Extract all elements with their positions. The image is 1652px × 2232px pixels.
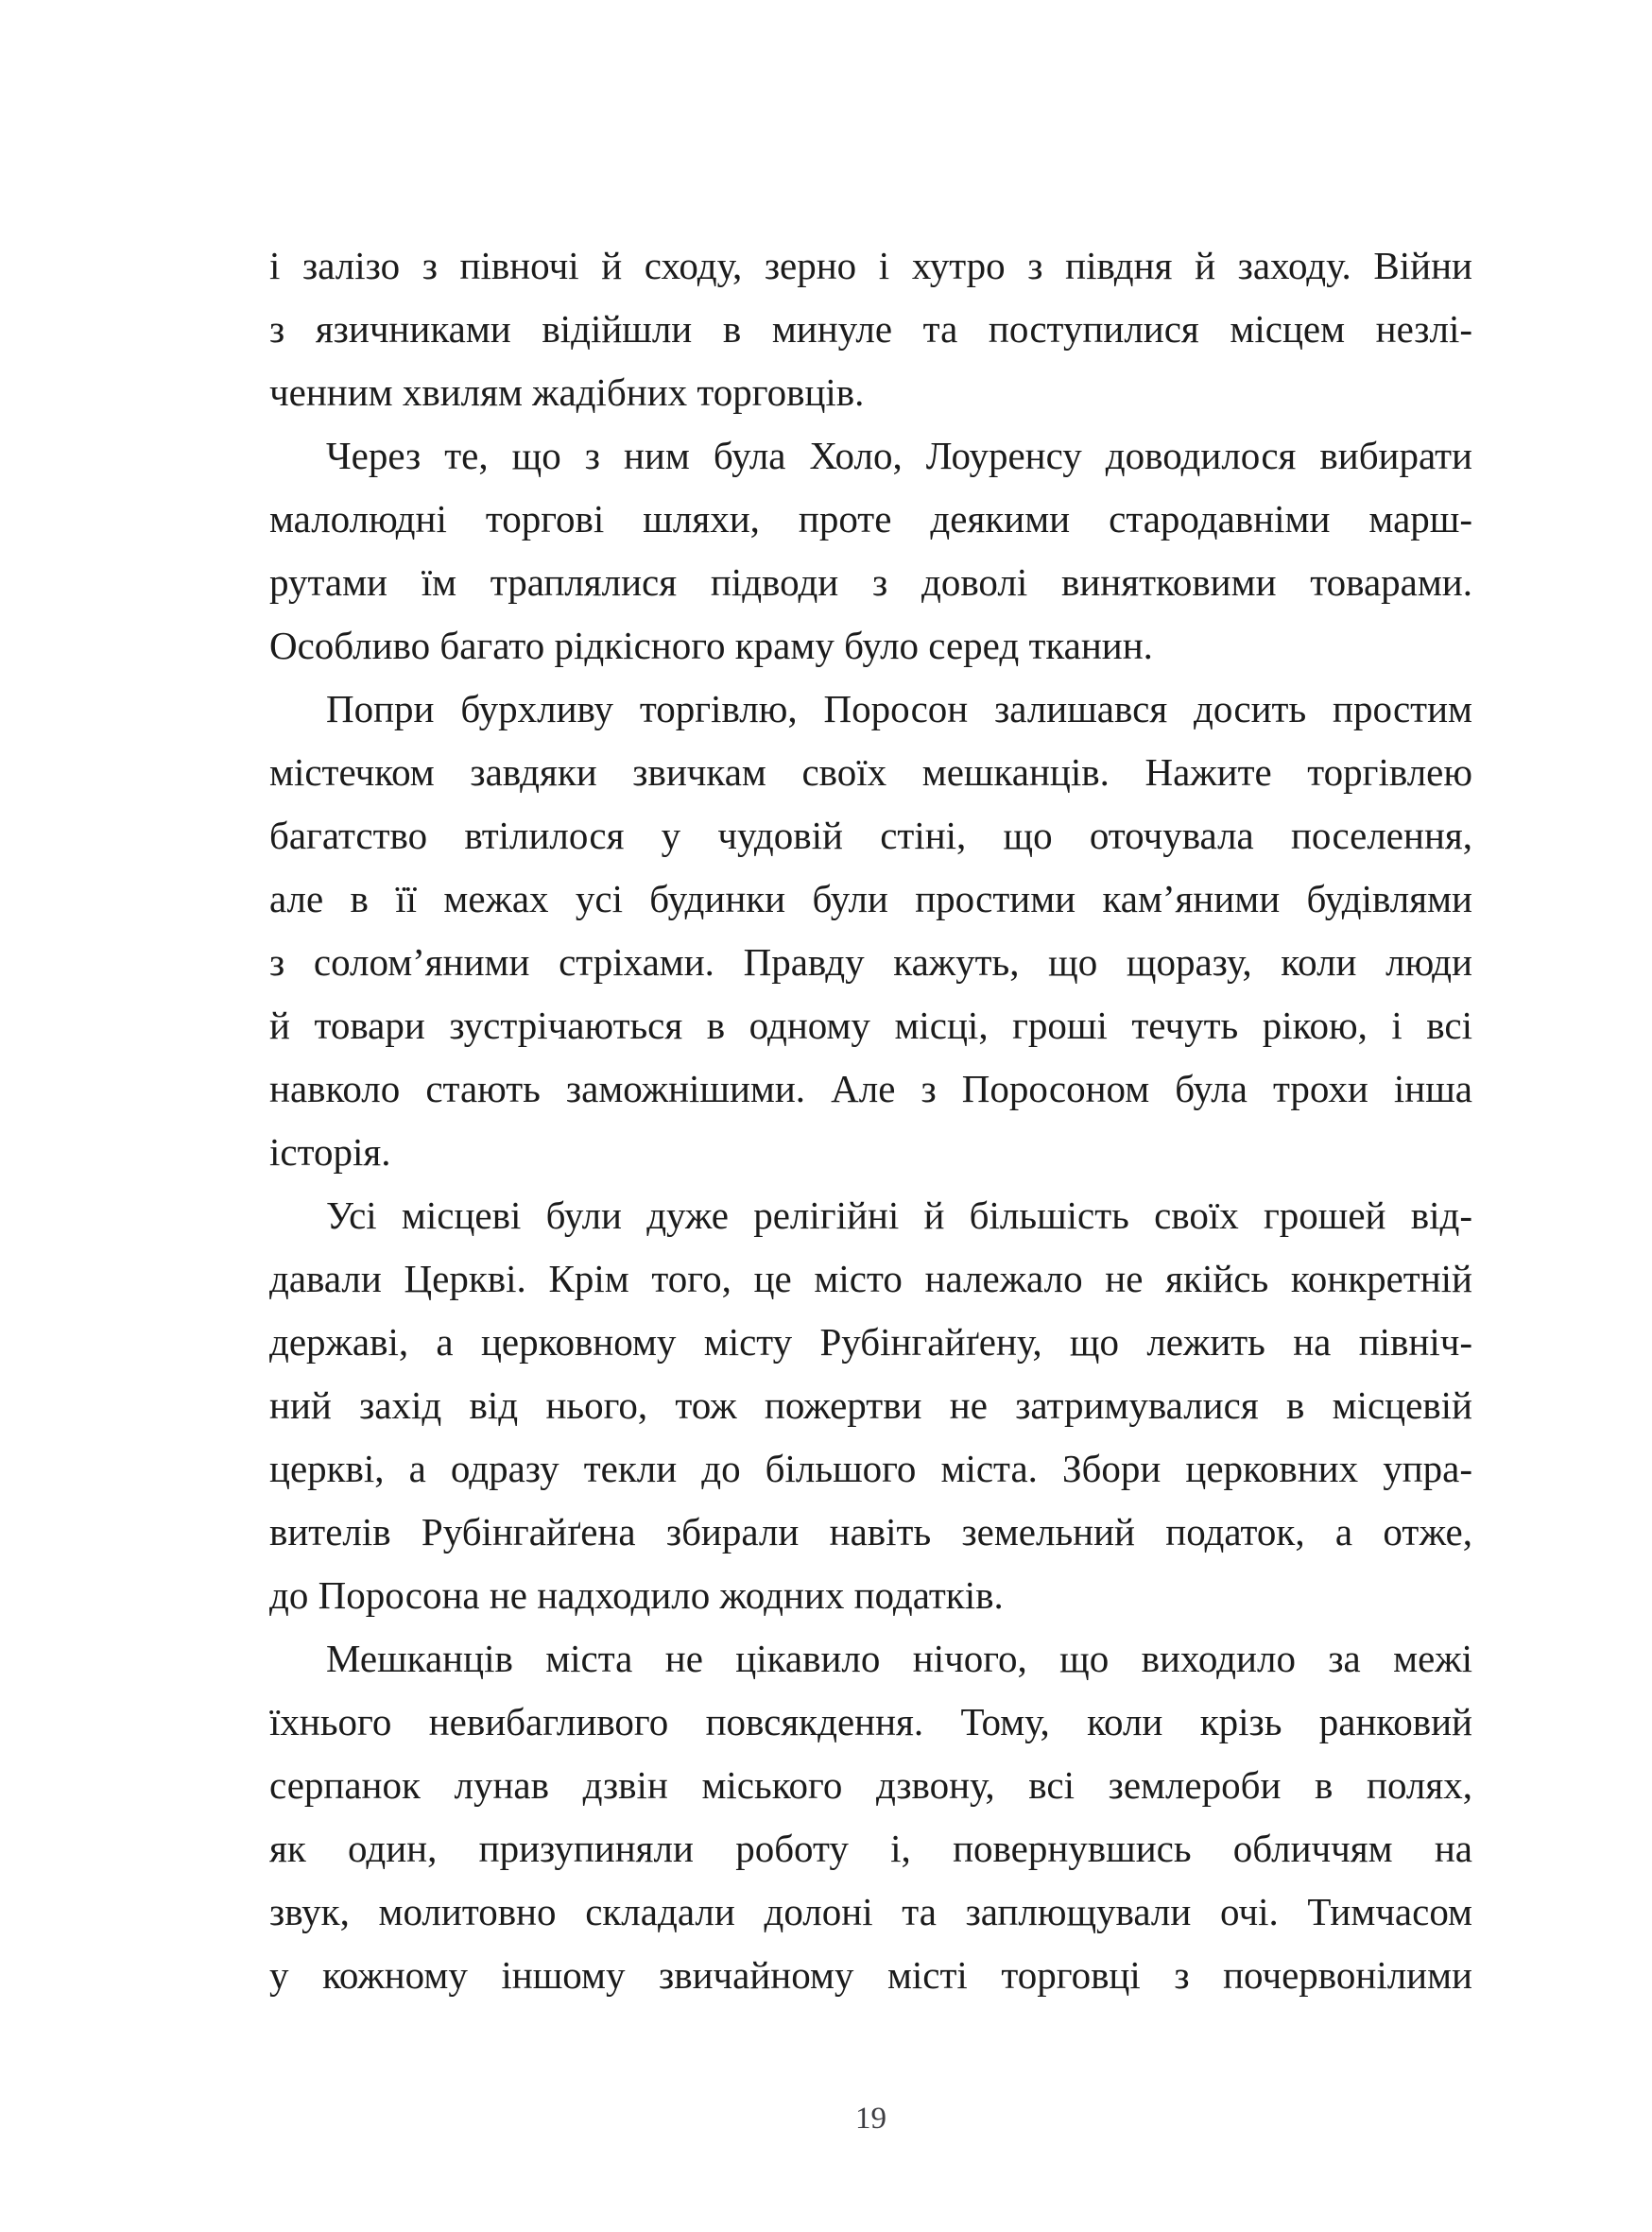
- text-line: містечком завдяки звичкам своїх мешканців. Нажите торгівлею: [269, 750, 1472, 794]
- paragraph: [269, 1184, 1472, 1627]
- text-line: й товари зустрічаються в одному місці, гроші течуть рікою, і всі: [269, 1004, 1472, 1047]
- body-text: [269, 234, 1472, 2007]
- text-line: Попри бурхливу торгівлю, Поросон залишався досить простим: [326, 687, 1472, 730]
- text-line: давали Церкві. Крім того, це місто належало не якійсь конкретній: [269, 1257, 1472, 1300]
- text-line: Мешканців міста не цікавило нічого, що виходило за межі: [326, 1637, 1472, 1680]
- text-line: але в її межах усі будинки були простими кам’яними будівлями: [269, 877, 1472, 920]
- text-line: і залізо з півночі й сходу, зерно і хутро з півдня й заходу. Війни: [269, 244, 1472, 287]
- text-line: державі, а церковному місту Рубінгайґену, що лежить на північ-: [269, 1320, 1472, 1364]
- text-line: Через те, що з ним була Холо, Лоуренсу доводилося вибирати: [326, 434, 1472, 477]
- text-line: їхнього невибагливого повсякдення. Тому, коли крізь ранковий: [269, 1700, 1472, 1743]
- text-line: багатство втілилося у чудовій стіні, що оточувала поселення,: [269, 814, 1472, 857]
- text-line: звук, молитовно складали долоні та заплющували очі. Тимчасом: [269, 1890, 1472, 1933]
- page-number: 19: [855, 2102, 886, 2136]
- text-line: з язичниками відійшли в минуле та поступилися місцем незлі-: [269, 307, 1472, 351]
- text-line: навколо стають заможнішими. Але з Поросоном була трохи інша: [269, 1067, 1472, 1110]
- paragraph: [269, 424, 1472, 678]
- paragraph: [269, 678, 1472, 1184]
- text-line: Усі місцеві були дуже релігійні й більшість своїх грошей від-: [326, 1193, 1472, 1237]
- text-line: як один, призупиняли роботу і, повернувшись обличчям на: [269, 1827, 1472, 1870]
- text-line: малолюдні торгові шляхи, проте деякими стародавніми марш-: [269, 497, 1472, 541]
- text-line: вителів Рубінгайґена збирали навіть земельний податок, а отже,: [269, 1510, 1472, 1554]
- text-line: до Поросона не надходило жодних податків.: [269, 1573, 1004, 1617]
- text-line: історія.: [269, 1130, 391, 1174]
- text-line: церкві, а одразу текли до більшого міста. Збори церковних упра-: [269, 1447, 1472, 1490]
- paragraph: [269, 234, 1472, 424]
- text-line: ний захід від нього, тож пожертви не затримувалися в місцевій: [269, 1383, 1472, 1427]
- text-line: серпанок лунав дзвін міського дзвону, всі землероби в полях,: [269, 1763, 1472, 1807]
- text-line: рутами їм траплялися підводи з доволі винятковими товарами.: [269, 560, 1472, 604]
- text-line: Особливо багато рідкісного краму було серед тканин.: [269, 624, 1153, 667]
- text-line: у кожному іншому звичайному місті торговці з почервонілими: [269, 1953, 1472, 1997]
- text-line: з солом’яними стріхами. Правду кажуть, що щоразу, коли люди: [269, 940, 1472, 984]
- text-line: ченним хвилям жадібних торговців.: [269, 370, 865, 414]
- paragraph: [269, 1627, 1472, 2007]
